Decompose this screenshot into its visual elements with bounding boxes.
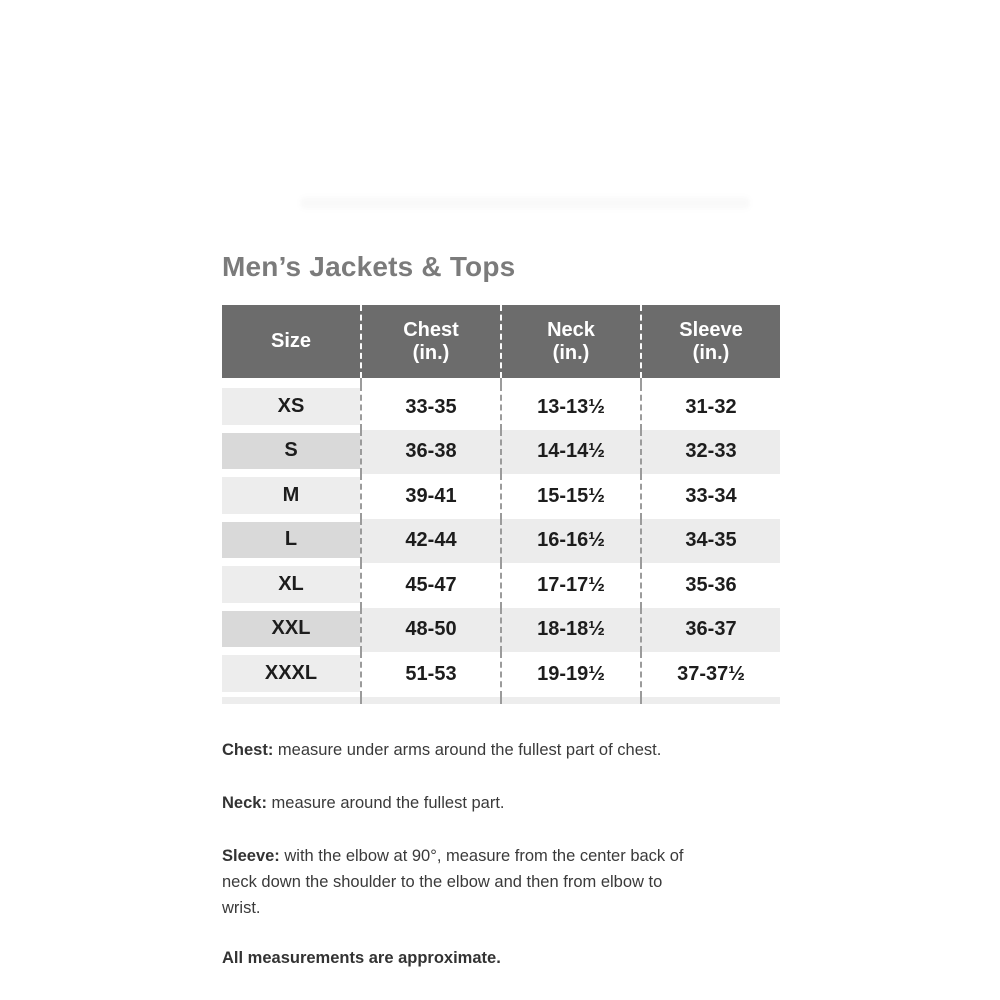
column-header-chest: Chest (in.) [360, 305, 500, 378]
measurement-cell: 51-53 [360, 652, 500, 697]
measurement-cell: 19-19½ [500, 652, 640, 697]
measurement-cell: 39-41 [360, 474, 500, 519]
size-table [222, 305, 780, 704]
header-gap-segment [500, 378, 640, 385]
table-header-row [222, 305, 780, 378]
size-label-cell: XS [222, 385, 360, 430]
measurement-cell: 34-35 [640, 519, 780, 564]
table-header-gap [222, 378, 780, 385]
measurement-cell: 35-36 [640, 563, 780, 608]
measurement-cell: 32-33 [640, 430, 780, 475]
table-row-m [222, 474, 780, 519]
header-gap-segment [640, 378, 780, 385]
measurement-cell: 18-18½ [500, 608, 640, 653]
column-header-size: Size [270, 330, 312, 352]
measurement-cell: 45-47 [360, 563, 500, 608]
table-row-s [222, 430, 780, 475]
note-lead: Sleeve: [222, 847, 280, 865]
table-row-xxl [222, 608, 780, 653]
size-label-cell: M [222, 474, 360, 519]
size-label-cell: L [222, 519, 360, 564]
measurement-cell: 31-32 [640, 385, 780, 430]
column-header-sleeve: Sleeve (in.) [640, 305, 780, 378]
size-label-cell: XXL [222, 608, 360, 653]
table-row-l [222, 519, 780, 564]
note-lead: Neck: [222, 794, 267, 812]
column-header-neck: Neck (in.) [500, 305, 640, 378]
note-chest: Chest: measure under arms around the fullest part of chest. [222, 741, 662, 759]
measurement-cell: 33-35 [360, 385, 500, 430]
bottom-strip-segment [640, 697, 780, 704]
table-row-xxxl [222, 652, 780, 697]
table-row-xs [222, 385, 780, 430]
table-bottom-strip [222, 697, 780, 704]
note-sleeve: Sleeve: with the elbow at 90°, measure from the center back of neck down the shoulder to the elbow and then from elbow to wrist. [222, 847, 684, 917]
page-title: Men’s Jackets & Tops [222, 251, 516, 282]
scan-artifact [300, 197, 750, 209]
measurement-cell: 15-15½ [500, 474, 640, 519]
table-row-xl [222, 563, 780, 608]
measurement-cell: 33-34 [640, 474, 780, 519]
measurement-cell: 42-44 [360, 519, 500, 564]
measurement-cell: 37-37½ [640, 652, 780, 697]
measurement-cell: 36-37 [640, 608, 780, 653]
header-gap-segment [360, 378, 500, 385]
size-label-cell: XXXL [222, 652, 360, 697]
note-lead: Chest: [222, 741, 274, 759]
size-label-cell: XL [222, 563, 360, 608]
table-body [222, 385, 780, 697]
measurement-cell: 13-13½ [500, 385, 640, 430]
measurement-cell: 14-14½ [500, 430, 640, 475]
bottom-strip-segment [360, 697, 500, 704]
measurement-cell: 36-38 [360, 430, 500, 475]
measurement-cell: 48-50 [360, 608, 500, 653]
measurement-cell: 16-16½ [500, 519, 640, 564]
header-gap-segment [222, 378, 360, 385]
size-label-cell: S [222, 430, 360, 475]
measurement-cell: 17-17½ [500, 563, 640, 608]
bottom-strip-segment [500, 697, 640, 704]
bottom-strip-segment [222, 697, 360, 704]
footnote: All measurements are approximate. [222, 949, 501, 967]
measurement-notes [222, 737, 692, 998]
note-neck: Neck: measure around the fullest part. [222, 794, 505, 812]
